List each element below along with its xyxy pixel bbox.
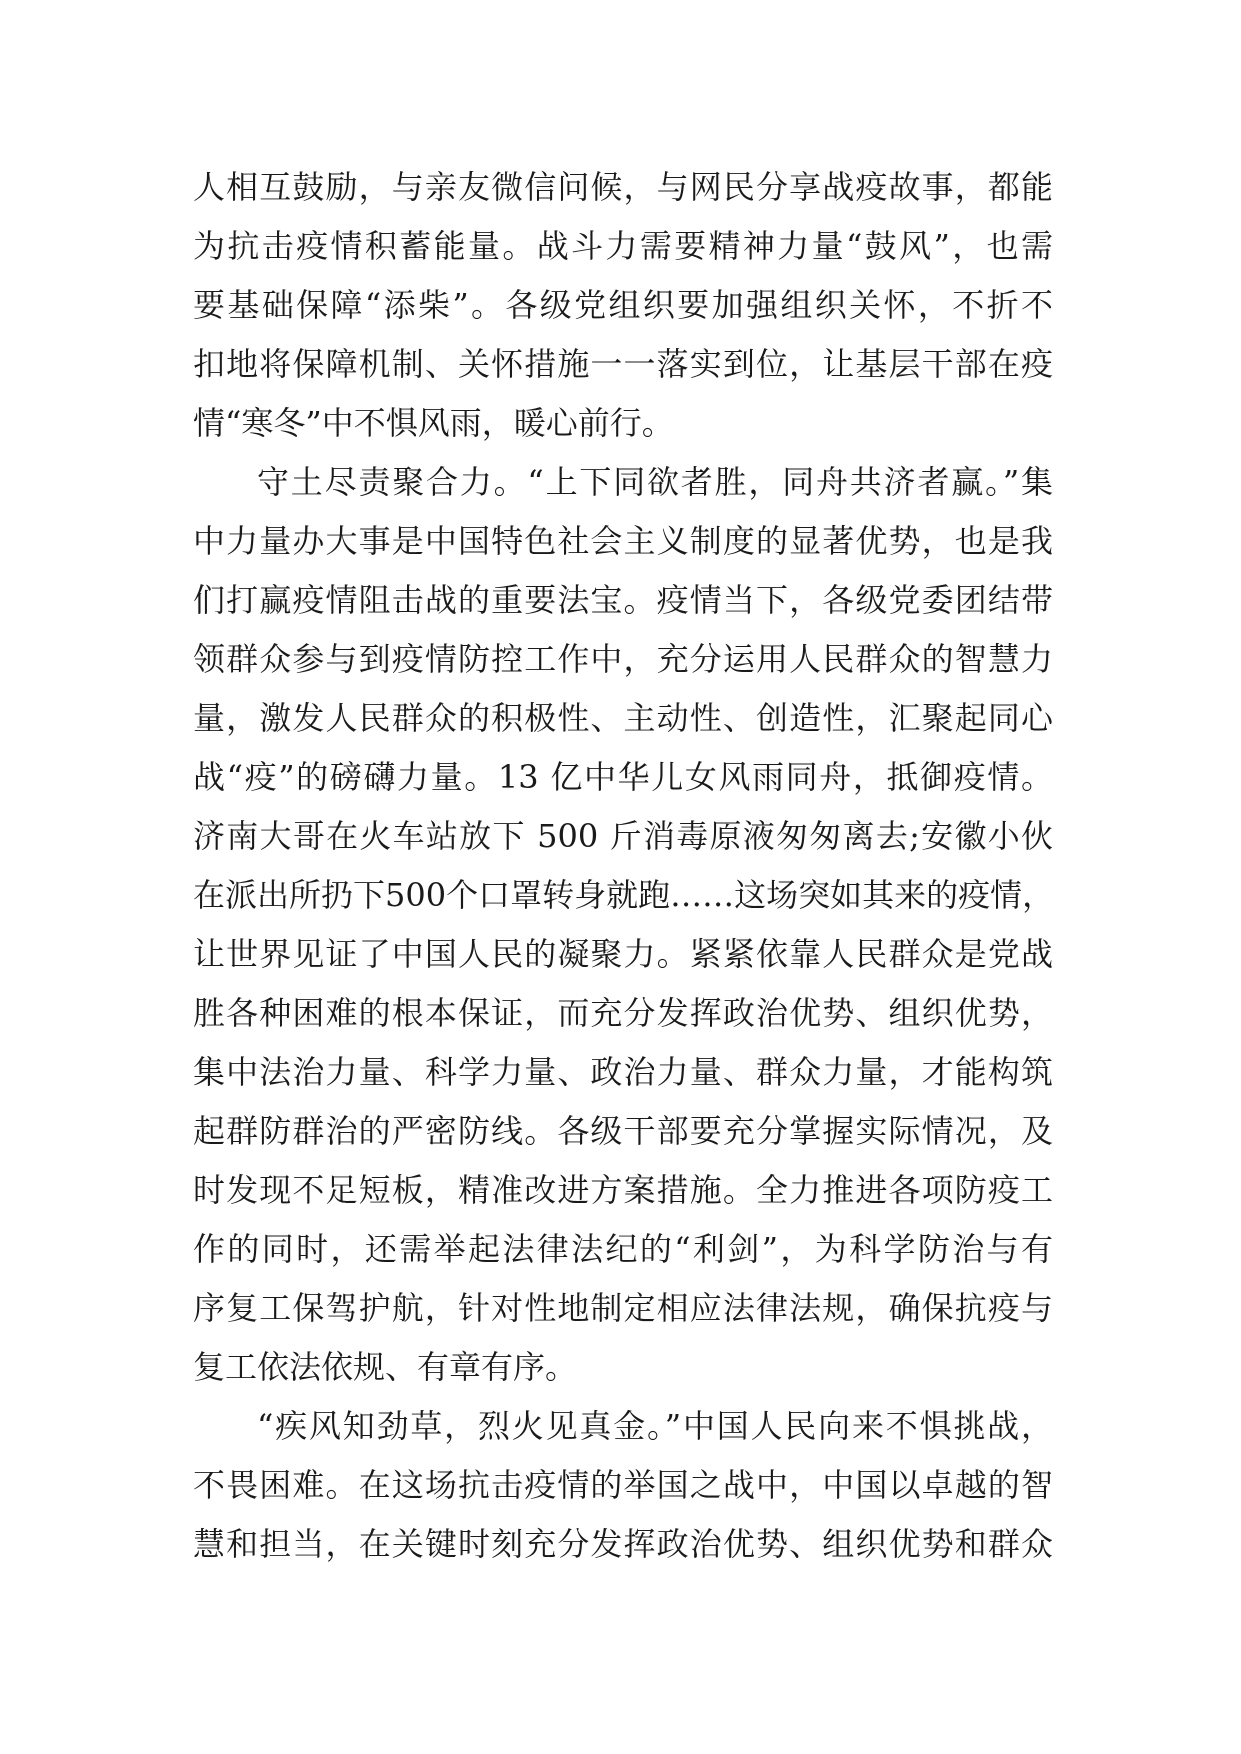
text-line: 慧和担当，在关键时刻充分发挥政治优势、组织优势和群众	[193, 1525, 1053, 1563]
text-line: 复工依法依规、有章有序。	[193, 1348, 578, 1386]
text-line: 作的同时，还需举起法律法纪的“利剑”，为科学防治与有	[193, 1230, 1053, 1268]
text-line: 中力量办大事是中国特色社会主义制度的显著优势，也是我	[193, 522, 1053, 560]
text-line: 时发现不足短板，精准改进方案措施。全力推进各项防疫工	[193, 1171, 1053, 1209]
text-line: 们打赢疫情阻击战的重要法宝。疫情当下，各级党委团结带	[193, 581, 1053, 619]
text-line: 战“疫”的磅礴力量。13 亿中华儿女风雨同舟，抵御疫情。	[193, 758, 1053, 796]
text-line: 不畏困难。在这场抗击疫情的举国之战中，中国以卓越的智	[193, 1466, 1053, 1504]
text-line: 让世界见证了中国人民的凝聚力。紧紧依靠人民群众是党战	[193, 935, 1053, 973]
text-line: 领群众参与到疫情防控工作中，充分运用人民群众的智慧力	[193, 640, 1053, 678]
text-line: 要基础保障“添柴”。各级党组织要加强组织关怀，不折不	[193, 286, 1053, 324]
text-line: 胜各种困难的根本保证，而充分发挥政治优势、组织优势，	[193, 994, 1053, 1032]
text-line: 守土尽责聚合力。“上下同欲者胜，同舟共济者赢。”集	[257, 463, 1053, 501]
text-line: 为抗击疫情积蓄能量。战斗力需要精神力量“鼓风”，也需	[193, 227, 1053, 265]
text-line: 起群防群治的严密防线。各级干部要充分掌握实际情况，及	[193, 1112, 1053, 1150]
paragraph	[193, 453, 1053, 1397]
text-line: 在派出所扔下500个口罩转身就跑……这场突如其来的疫情，	[193, 876, 1055, 914]
text-line: 情“寒冬”中不惧风雨，暖心前行。	[193, 404, 674, 442]
text-line: “疾风知劲草，烈火见真金。”中国人民向来不惧挑战，	[257, 1407, 1053, 1445]
text-line: 序复工保驾护航，针对性地制定相应法律法规，确保抗疫与	[193, 1289, 1053, 1327]
text-line: 集中法治力量、科学力量、政治力量、群众力量，才能构筑	[193, 1053, 1053, 1091]
paragraph	[193, 158, 1053, 453]
document-body	[193, 158, 1053, 1574]
paragraph	[193, 1397, 1053, 1574]
text-line: 量，激发人民群众的积极性、主动性、创造性，汇聚起同心	[193, 699, 1053, 737]
text-line: 扣地将保障机制、关怀措施一一落实到位，让基层干部在疫	[193, 345, 1053, 383]
text-line: 济南大哥在火车站放下 500 斤消毒原液匆匆离去;安徽小伙	[193, 817, 1053, 855]
text-line: 人相互鼓励，与亲友微信问候，与网民分享战疫故事，都能	[193, 168, 1053, 206]
